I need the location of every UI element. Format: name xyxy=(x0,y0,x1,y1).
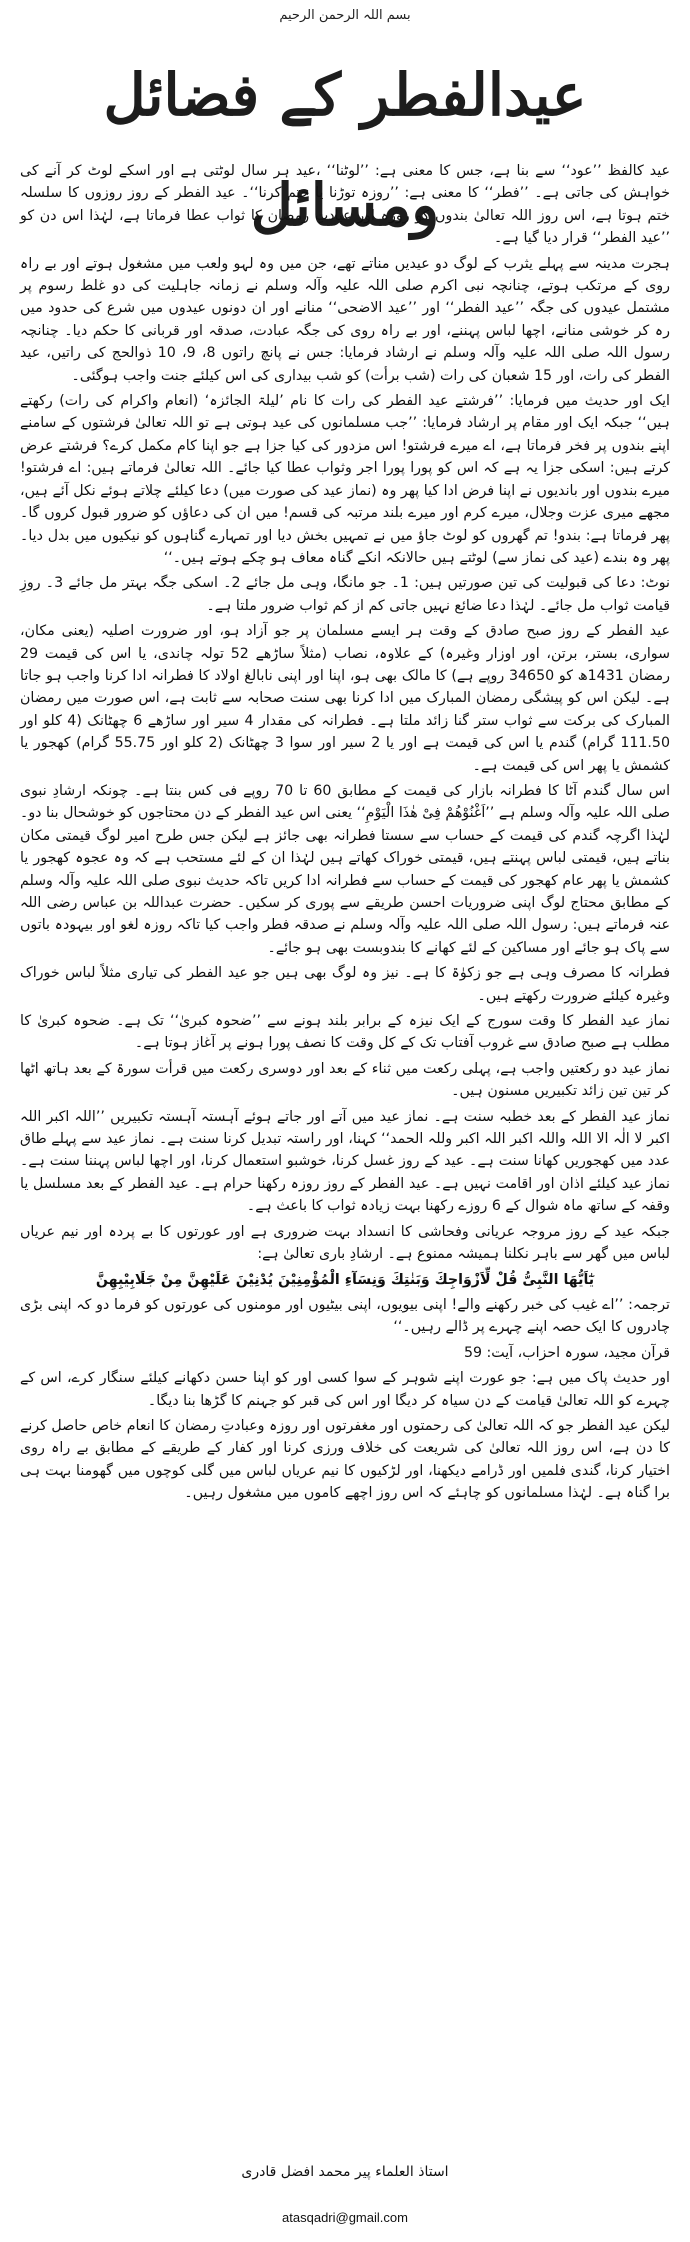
paragraph: اور حدیث پاک میں ہے: جو عورت اپنے شوہر کے سوا کسی اور کو اپنا حسن دکھانے کیلئے سنگار کرے، اس کے چہرے کو اللہ تعالیٰ قیامت کے دن سیاہ کر دیگا اور اس کی قبر کو جہنم کا گڑھا بنا دیگا۔ xyxy=(20,1370,670,1409)
author-name: استاذ العلماء پیر محمد افضل قادری xyxy=(241,2164,449,2180)
paragraph: نوٹ: دعا کی قبولیت کی تین صورتیں ہیں: 1۔ جو مانگا، وہی مل جائے 2۔ اسکی جگہ بہتر مل جائے 3۔ روزِ قیامت ثواب مل جائے۔ لہٰذا دعا ضائع نہیں جاتی کم از کم ثواب ضرور ملتا ہے۔ xyxy=(20,575,670,614)
paragraph: فطرانہ کا مصرف وہی ہے جو زکوٰۃ کا ہے۔ نیز وہ لوگ بھی ہیں جو عید الفطر کی تیاری مثلاً لباس خوراک وغیرہ کیلئے ضرورت رکھتے ہیں۔ xyxy=(20,965,670,1004)
paragraph: نماز عید دو رکعتیں واجب ہے، پہلی رکعت میں ثناء کے بعد اور دوسری رکعت میں قرأت سورۃ کے بعد ہاتھ اٹھا کر تین تین زائد تکبیریں مسنون ہیں۔ xyxy=(20,1060,670,1100)
quran-verse: یٰٓاَیُّهَا النَّبِیُّ قُلْ لِّاَزْوَاجِكَ وَبَنٰتِكَ وَنِسَآءِ الْمُؤْمِنِیْنَ یُدْنِیْنَ عَلَیْهِنَّ مِنْ جَلَابِیْبِهِنَّ xyxy=(95,1271,595,1288)
paragraph: لیکن عید الفطر جو کہ اللہ تعالیٰ کی رحمتوں اور مغفرتوں اور روزہ وعبادتِ رمضان کا انعام خاص حاصل کرنے کا دن ہے، اس روز اللہ تعالیٰ کی شریعت کی خلاف ورزی کرنا اور کفار کے طریقے کے مطابق بے راہ روی اختیار کرنا، گندی فلمیں اور ڈرامے دیکھنا، اور لڑکیوں کا نیم عریاں لباس میں گلی کوچوں میں گھومنا بہت ہی برا گناہ ہے۔ لہٰذا مسلمانوں کو چاہئے کہ اس روز اچھے کاموں میں مشغول رہیں۔ xyxy=(20,1417,670,1502)
verse-reference: قرآن مجید، سورہ احزاب، آیت: 59 xyxy=(463,1344,670,1361)
article-title: عیدالفطر کے فضائل ومسائل xyxy=(103,61,587,239)
paragraph: عید الفطر کے روز صبح صادق کے وقت ہر ایسے مسلمان پر جو آزاد ہو، اور ضرورت اصلیہ (یعنی مکان، سواری، بستر، برتن، اور اوزار وغیرہ) کے علاوہ، نصاب (مثلاً ساڑھے 52 تولہ چاندی، یا اس کی قیمت 29 رمضان 1431ھ کو 34650 روپے ہے) کا مالک بھی ہو، اپنا اور اپنی نابالغ اولاد کا فطرانہ ادا کرنا واجب ہو جاتا ہے۔ لیکن اس کو پیشگی رمضان المبارک میں ادا کرنا بھی سنت صحابہ سے ثابت ہے، اس صورت میں رمضان المبارک کی برکت سے ثواب ستر گنا زائد ملتا ہے۔ فطرانہ کی مقدار 4 سیر اور ساڑھے 6 چھٹانک (4 کلو اور 111.50 گرام) گندم یا اس کی قیمت ہے اور یا 2 سیر اور سوا 3 چھٹانک (2 کلو اور 55.75 گرام) کھجور یا کشمش یا پھر اس کی قیمت ہے۔ xyxy=(20,623,671,774)
author-email[interactable]: atasqadri@gmail.com xyxy=(282,2210,408,2225)
article-body xyxy=(20,160,670,1508)
verse-translation: ترجمہ: ’’اے غیب کی خبر رکھنے والے! اپنی بیویوں، اپنی بیٹیوں اور مومنوں کی عورتوں کو فرما دو کہ اپنی بڑی چادروں کا ایک حصہ اپنے چہرے پر ڈالے رہیں۔‘‘ xyxy=(20,1296,670,1336)
bismillah: بسم اللہ الرحمن الرحیم xyxy=(279,8,411,23)
paragraph: نماز عید الفطر کا وقت سورج کے ایک نیزہ کے برابر بلند ہونے سے ’’ضحوہ کبریٰ‘‘ تک ہے۔ ضحوہ کبریٰ کا مطلب ہے صبح صادق سے غروب آفتاب تک کے کل وقت کا نصف پورا ہونے پر آغاز ہوتا ہے۔ xyxy=(20,1013,670,1052)
paragraph: ہجرت مدینہ سے پہلے یثرب کے لوگ دو عیدیں مناتے تھے، جن میں وہ لہو ولعب میں مشغول ہوتے اور بے راہ روی کے مرتکب ہوتے، چنانچہ نبی اکرم صلی اللہ علیہ وآلہ وسلم نے زمانہ جاہلیت کی دو غلط رسوم پر مشتمل عیدوں کی جگہ ’’عید الفطر‘‘ اور ’’عید الاضحی‘‘ منانے اور ان دونوں عیدوں میں شرع کی حدود میں رہ کر خوشی منانے، اچھا لباس پہننے، اور بے راہ روی کی جگہ عبادت، صدقہ اور قربانی کا حکم دیا۔ چنانچہ رسول اللہ صلی اللہ علیہ وآلہ وسلم نے ارشاد فرمایا: جس نے پانچ راتوں 8، 9، 10 ذوالحج کی راتیں، عید الفطر کی رات، اور 15 شعبان کی رات (شب برأت) کو شب بیداری کی اس کیلئے جنت واجب ہوگئی۔ xyxy=(20,255,671,384)
paragraph: اس سال گندم آٹا کا فطرانہ بازار کی قیمت کے مطابق 60 تا 70 روپے فی کس بنتا ہے۔ چونکہ ارشادِ نبوی صلی اللہ علیہ وآلہ وسلم ہے ’’اَغْنُوْھُمْ فِیْ ھٰذَا الْیَوْمِ‘‘ یعنی اس عید الفطر کے دن محتاجوں کو خوشحال بنا دو۔ لہٰذا اگرچہ گندم کی قیمت کے حساب سے سستا فطرانہ بھی جائز ہے لیکن جس طرح امیر لوگ قیمتی مکان بناتے ہیں، قیمتی لباس پہنتے ہیں، قیمتی خوراک کھاتے ہیں لہٰذا ان کے لئے مستحب ہے کہ وہ عجوہ کھجور یا کشمش یا پھر عام کھجور کی قیمت کے حساب سے فطرانہ ادا کریں تاکہ حدیث نبوی صلی اللہ علیہ وآلہ وسلم کے مطابق محتاج لوگ اپنی ضروریات احسن طریقے سے پوری کر سکیں۔ حضرت عبداللہ بن عباس رضی اللہ عنہ فرماتے ہیں: رسول اللہ صلی اللہ علیہ وآلہ وسلم نے صدقہ فطر واجب کیا تاکہ روزہ لغو اور بیہودہ باتوں سے پاک ہو جائے اور مساکین کے لئے کھانے کا بندوبست بھی ہو جائے۔ xyxy=(20,782,671,956)
paragraph: جبکہ عید کے روز مروجہ عریانی وفحاشی کا انسداد بہت ضروری ہے اور عورتوں کا بے پردہ اور نیم عریاں لباس میں گھر سے باہر نکلنا ہمیشہ ممنوع ہے۔ ارشادِ باری تعالیٰ ہے: xyxy=(20,1223,670,1263)
paragraph: عید کالفظ ’’عود‘‘ سے بنا ہے، جس کا معنی ہے: ’’لوٹنا‘‘ ،عید ہر سال لوٹتی ہے اور اسکے لوٹ کر آنے کی خواہش کی جاتی ہے۔ ’’فطر‘‘ کا معنی ہے: ’’روزہ توڑنا یا ختم کرنا‘‘۔ عید الفطر کے روز روزوں کا سلسلہ ختم ہوتا ہے، اس روز اللہ تعالیٰ بندوں کو روزہ اور عبادتِ رمضان کا ثواب عطا فرماتا ہے، لہٰذا اس دن کو ’’عید الفطر‘‘ قرار دیا گیا ہے۔ xyxy=(20,163,670,247)
author-block xyxy=(0,2162,690,2182)
paragraph: ایک اور حدیث میں فرمایا: ’’فرشتے عید الفطر کی رات کا نام ’لیلۃ الجائزہ‘ (انعام واکرام کی رات) رکھتے ہیں‘‘ جبکہ ایک اور مقام پر ارشاد فرمایا: ’’جب مسلمانوں کی عید ہوتی ہے تو اللہ تعالیٰ فرشتوں کے سامنے اپنے بندوں پر فخر فرماتا ہے، اے میرے فرشتو! اس مزدور کی کیا جزا ہے جو اپنا کام مکمل کرے؟ فرشتے عرض کرتے ہیں: اسکی جزا یہ ہے کہ اس کو پورا پورا اجر وثواب عطا کیا جائے۔ اللہ تعالیٰ فرماتے ہیں: اے فرشتو! میرے بندوں اور باندیوں نے اپنا فرض ادا کیا پھر وہ (نماز عید کی صورت میں) دعا کیلئے چلاتے ہوئے نکل آئے ہیں، مجھے میری عزت وجلال، میرے کرم اور میرے بلند مرتبہ کی قسم! میں ان کی دعاؤں کو ضرور قبول کروں گا۔ پھر فرماتا ہے: بندو! تم گھروں کو لوٹ جاؤ میں نے تمہیں بخش دیا اور تمہارے گناہوں کو نیکیوں میں بدل دیا۔ پھر وہ بندے (عید کی نماز سے) لوٹتے ہیں حالانکہ انکے گناہ معاف ہو چکے ہوتے ہیں۔‘‘ xyxy=(20,393,670,566)
paragraph: نماز عید الفطر کے بعد خطبہ سنت ہے۔ نماز عید میں آتے اور جاتے ہوئے آہستہ آہستہ تکبیریں ’’اللہ اکبر اللہ اکبر لا الٰہ الا اللہ واللہ اکبر اللہ اکبر وللہ الحمد‘‘ کہنا، اور راستہ تبدیل کرنا سنت ہے۔ نماز عید سے پہلے طاق عدد میں کھجوریں کھانا سنت ہے۔ عید کے روز غسل کرنا، خوشبو استعمال کرنا، اور اچھا لباس پہننا سنت ہے۔ نماز عید کیلئے اذان اور اقامت نہیں ہے۔ عید الفطر کے روز روزہ رکھنا حرام ہے۔ عید الفطر کے بعد مسلسل یا وقفہ کے ساتھ ماہ شوال کے 6 روزے رکھنا بہت زیادہ ثواب کا باعث ہے۔ xyxy=(20,1108,670,1215)
